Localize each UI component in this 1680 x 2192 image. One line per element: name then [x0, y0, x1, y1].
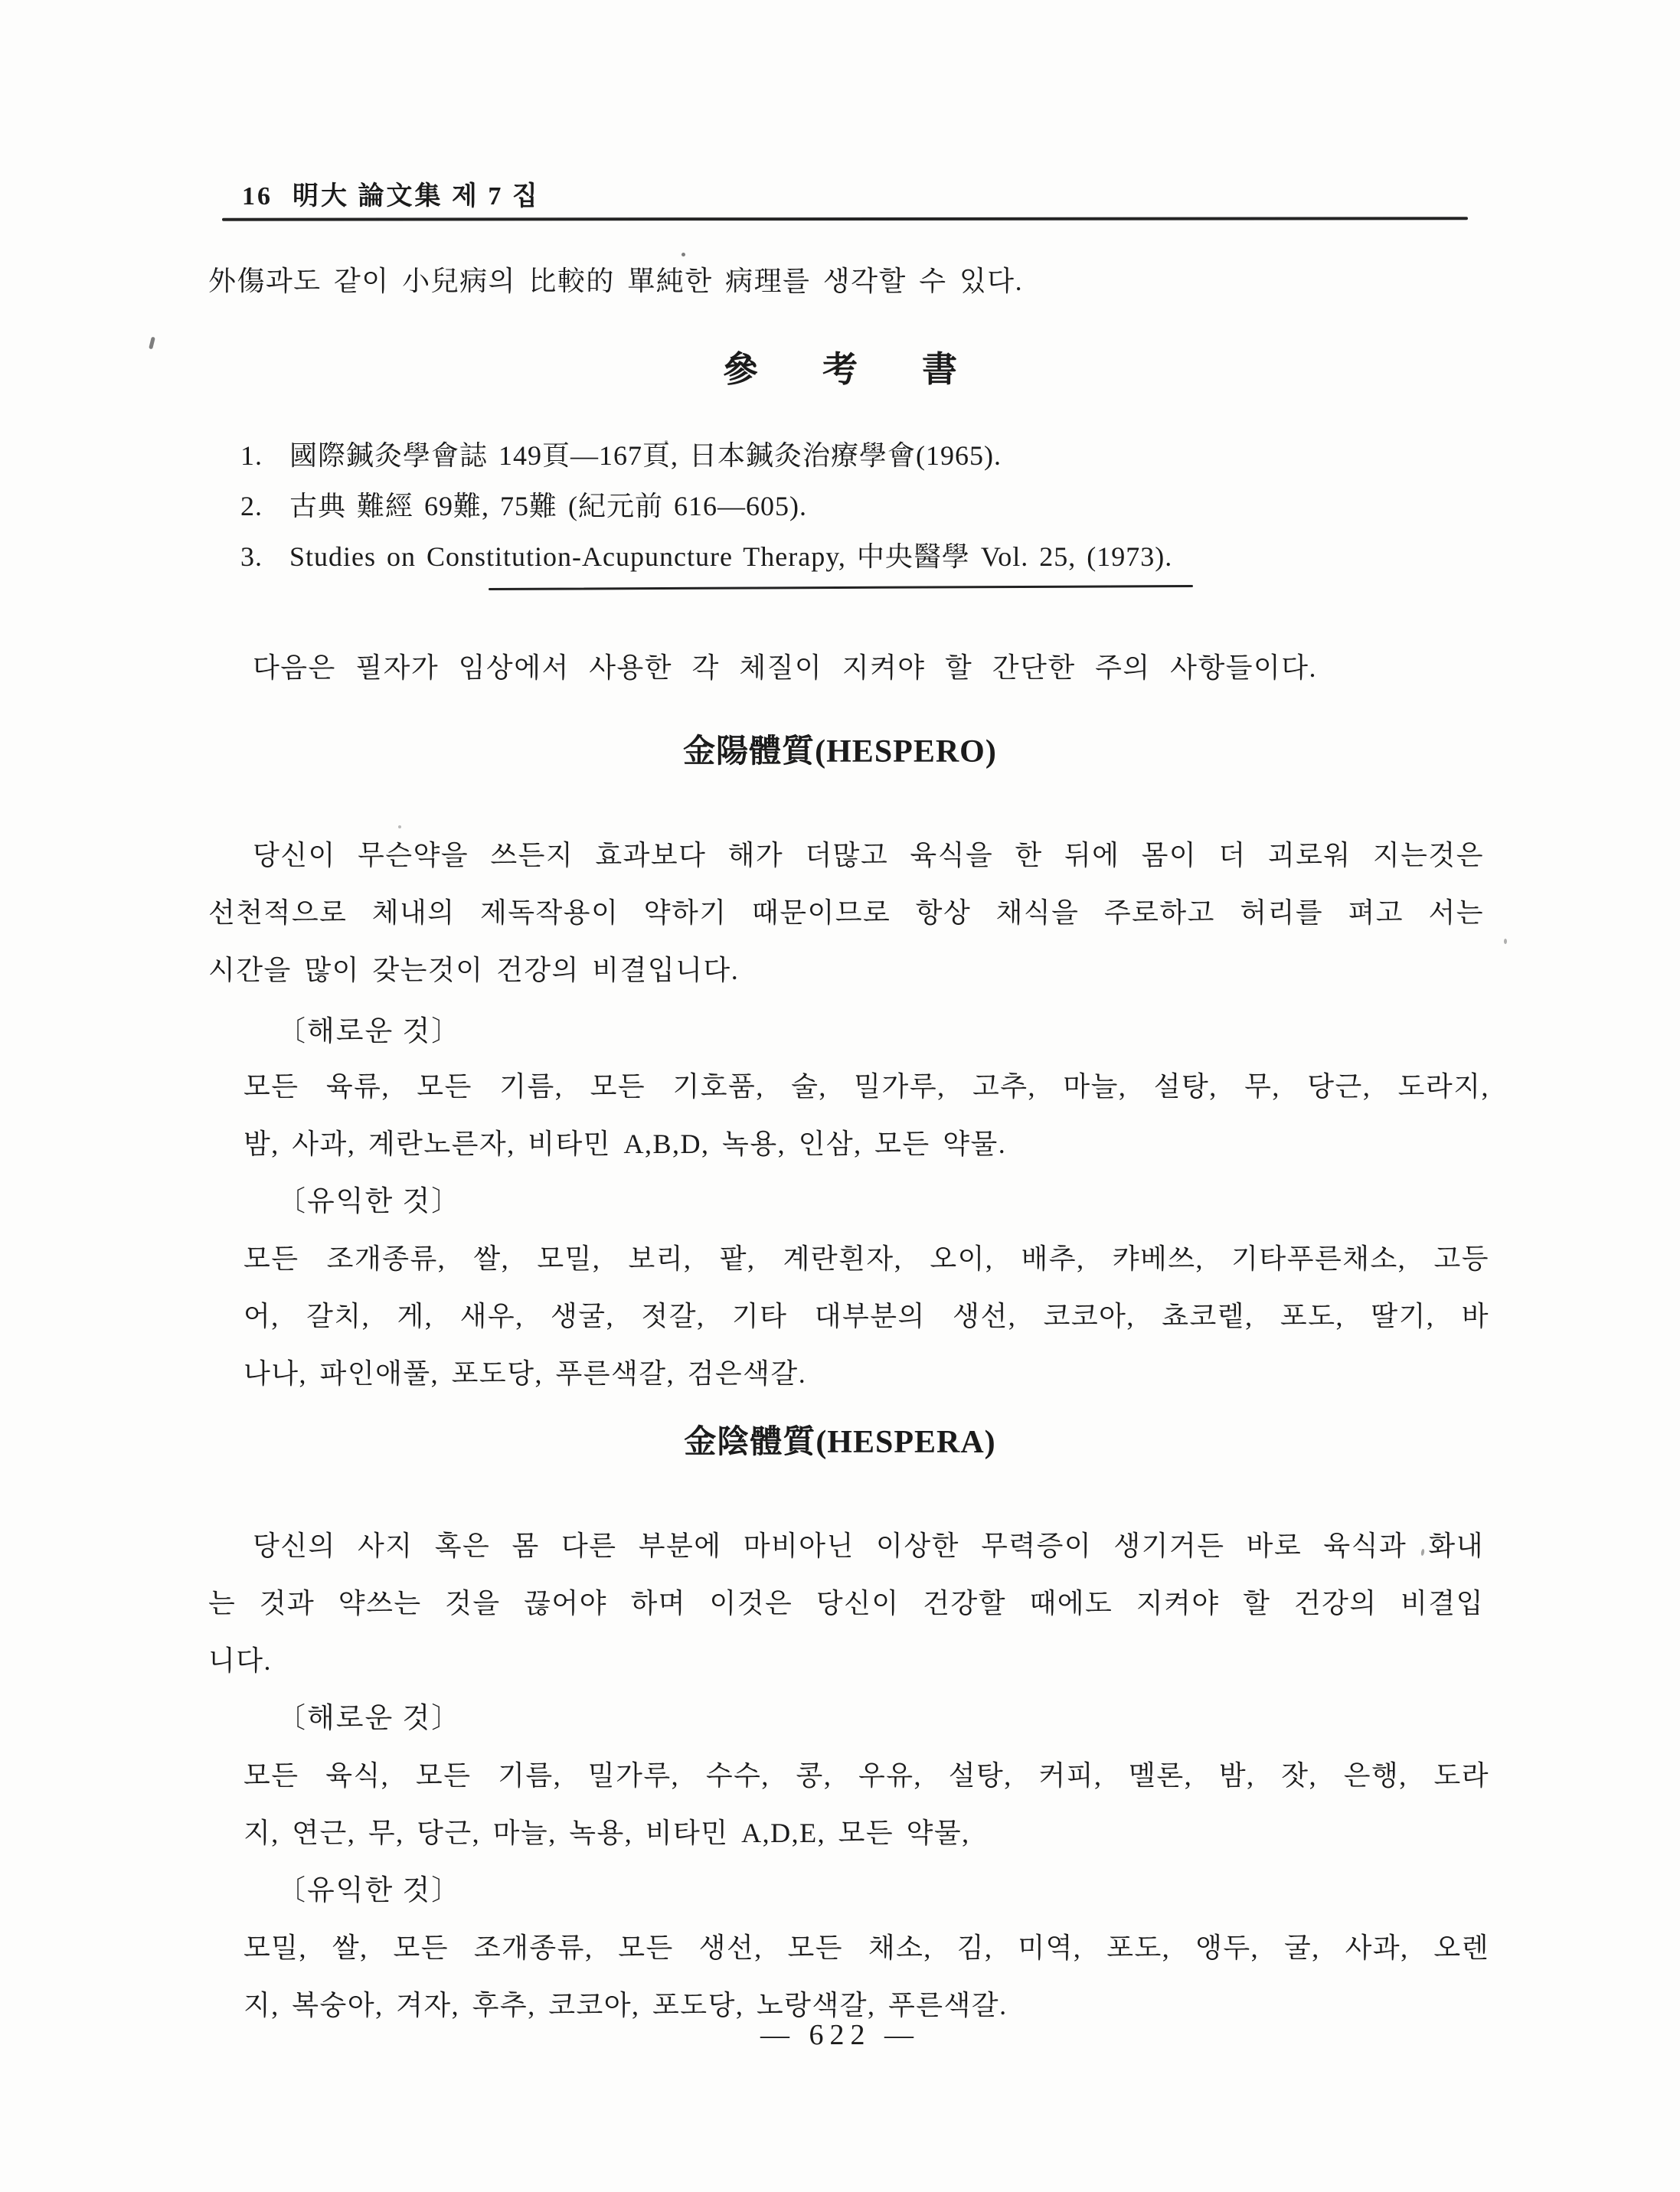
intro-line: 外傷과도 같이 小兒病의 比較的 單純한 病理를 생각할 수 있다. [208, 266, 1024, 296]
harmful-line: 지, 연근, 무, 당근, 마늘, 녹용, 비타민 A,D,E, 모든 약물, [244, 1818, 970, 1848]
ref-text: 古典 難經 69難, 75難 (紀元前 616—605). [289, 491, 807, 521]
reference-item [240, 531, 1557, 582]
beneficial-line: 나나, 파인애풀, 포도당, 푸른색갈, 검은색갈. [244, 1358, 807, 1389]
running-head [242, 175, 540, 212]
hespera-body-paragraph [208, 1517, 1484, 1690]
references-title: 參考書 [723, 350, 1021, 389]
hespera-harmful-label: 〔해로운 것〕 [277, 1703, 462, 1734]
harmful-line: 모든 육류, 모든 기름, 모든 기호품, 술, 밀가루, 고추, 마늘, 설탕, 무, 당근, 도라지, [244, 1071, 1489, 1102]
hespero-beneficial-label: 〔유익한 것〕 [277, 1186, 462, 1217]
ref-number: 2. [240, 491, 263, 521]
hespero-body-paragraph [208, 827, 1484, 999]
hespero-beneficial-list [244, 1230, 1489, 1403]
ref-text: Studies on Constitution-Acupuncture Therapy, 中央醫學 Vol. 25, (1973). [289, 541, 1173, 572]
section-title-hespera: 金陰體質(HESPERA) [684, 1425, 996, 1460]
clinical-note-line: 다음은 필자가 임상에서 사용한 각 체질이 지켜야 할 간단한 주의 사항들이다. [253, 652, 1318, 683]
beneficial-line: 모든 조개종류, 쌀, 모밀, 보리, 팥, 계란흰자, 오이, 배추, 캬베쓰, 기타푸른채소, 고등 [244, 1243, 1489, 1274]
references-list [240, 430, 1557, 582]
ref-text: 國際鍼灸學會誌 149頁—167頁, 日本鍼灸治療學會(1965). [289, 440, 1002, 471]
section-divider-rule [489, 585, 1193, 590]
section-title-hespero: 金陽體質(HESPERO) [683, 734, 997, 769]
scan-speck [1504, 939, 1507, 944]
body-line: 니다. [208, 1645, 273, 1676]
hespera-beneficial-list [244, 1919, 1489, 2034]
beneficial-line: 어, 갈치, 게, 새우, 생굴, 젓갈, 기타 대부분의 생선, 코코아, 쵸코렡, 포도, 딸기, 바 [244, 1301, 1489, 1331]
ref-number: 1. [240, 440, 263, 471]
harmful-line: 밤, 사과, 계란노른자, 비타민 A,B,D, 녹용, 인삼, 모든 약물. [244, 1129, 1007, 1159]
body-line: 는 것과 약쓰는 것을 끊어야 하며 이것은 당신이 건강할 때에도 지켜야 할 건강의 비결입 [208, 1588, 1484, 1619]
beneficial-line: 지, 복숭아, 겨자, 후추, 코코아, 포도당, 노랑색갈, 푸른색갈. [244, 1990, 1008, 2020]
beneficial-line: 모밀, 쌀, 모든 조개종류, 모든 생선, 모든 채소, 김, 미역, 포도, 앵두, 굴, 사과, 오렌 [244, 1932, 1489, 1963]
header-page-number: 16 [242, 182, 273, 211]
hespera-harmful-list [244, 1747, 1489, 1862]
hespero-harmful-list [244, 1058, 1489, 1173]
scan-speck [398, 825, 401, 828]
hespero-harmful-label: 〔해로운 것〕 [277, 1016, 462, 1047]
ref-number: 3. [240, 541, 263, 572]
scan-speck [681, 253, 685, 256]
harmful-line: 모든 육식, 모든 기름, 밀가루, 수수, 콩, 우유, 설탕, 커피, 멜론, 밤, 잣, 은행, 도라 [244, 1760, 1489, 1791]
hespera-beneficial-label: 〔유익한 것〕 [277, 1875, 462, 1906]
page-footer: — 622 — [760, 2019, 920, 2051]
header-rule [222, 217, 1468, 221]
header-journal-title: 明大 論文集 제 7 집 [293, 182, 540, 211]
body-line: 당신이 무슨약을 쓰든지 효과보다 해가 더많고 육식을 한 뒤에 몸이 더 괴로워 지는것은 [253, 840, 1484, 871]
body-line: 선천적으로 체내의 제독작용이 약하기 때문이므로 항상 채식을 주로하고 허리를 펴고 서는 [208, 897, 1484, 928]
reference-item [240, 481, 1557, 531]
reference-item [240, 430, 1557, 481]
body-line: 시간을 많이 갖는것이 건강의 비결입니다. [208, 955, 740, 985]
scan-speck [665, 440, 668, 443]
body-line: 당신의 사지 혹은 몸 다른 부분에 마비아닌 이상한 무력증이 생기거든 바로 육식과 화내 [253, 1530, 1484, 1561]
